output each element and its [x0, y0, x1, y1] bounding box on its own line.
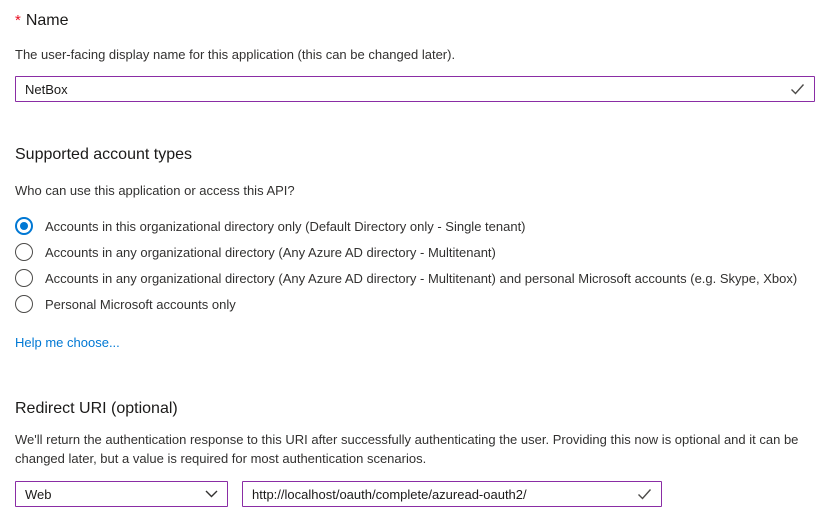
redirect-uri-input[interactable] [242, 481, 662, 507]
platform-select-value: Web [25, 486, 52, 502]
radio-option-personal-only[interactable] [15, 291, 813, 317]
radio-button-icon [15, 295, 33, 313]
chevron-down-icon [205, 490, 218, 498]
redirect-uri-description: We'll return the authentication response to this URI after successfully authenticating the user. Providing this now is optional and it can be changed later, but a value is required for most authentication scenarios. [15, 432, 799, 466]
radio-option-label: Personal Microsoft accounts only [45, 296, 236, 312]
radio-button-icon [15, 217, 33, 235]
name-description: The user-facing display name for this application (this can be changed later). [15, 47, 456, 62]
redirect-uri-row [15, 481, 813, 507]
account-types-section [15, 144, 813, 352]
radio-option-label: Accounts in any organizational directory (Any Azure AD directory - Multitenant) [45, 244, 496, 260]
radio-option-label: Accounts in any organizational directory (Any Azure AD directory - Multitenant) and personal Microsoft accounts (e.g. Skype, Xbox) [45, 270, 798, 286]
checkmark-icon [790, 83, 805, 95]
radio-button-icon [15, 269, 33, 287]
redirect-uri-section [15, 398, 813, 507]
name-input[interactable] [15, 76, 815, 102]
radio-button-icon [15, 243, 33, 261]
checkmark-icon [637, 488, 652, 500]
account-types-radio-group [15, 213, 813, 317]
required-asterisk: * [15, 12, 21, 29]
account-types-title: Supported account types [15, 146, 193, 163]
name-section-title-text: Name [25, 12, 69, 29]
radio-option-label: Accounts in this organizational directory only (Default Directory only - Single tenant) [45, 218, 526, 234]
help-me-choose-link[interactable]: Help me choose... [15, 335, 120, 350]
radio-option-multitenant[interactable] [15, 239, 813, 265]
name-input-wrap [15, 76, 815, 102]
radio-option-single-tenant[interactable] [15, 213, 813, 239]
platform-select[interactable] [15, 481, 228, 507]
radio-option-multitenant-personal[interactable] [15, 265, 813, 291]
name-section [15, 10, 813, 102]
account-types-question: Who can use this application or access this API? [15, 183, 295, 198]
name-section-title [15, 10, 813, 32]
redirect-uri-input-wrap [242, 481, 662, 507]
redirect-uri-title: Redirect URI (optional) [15, 400, 178, 417]
